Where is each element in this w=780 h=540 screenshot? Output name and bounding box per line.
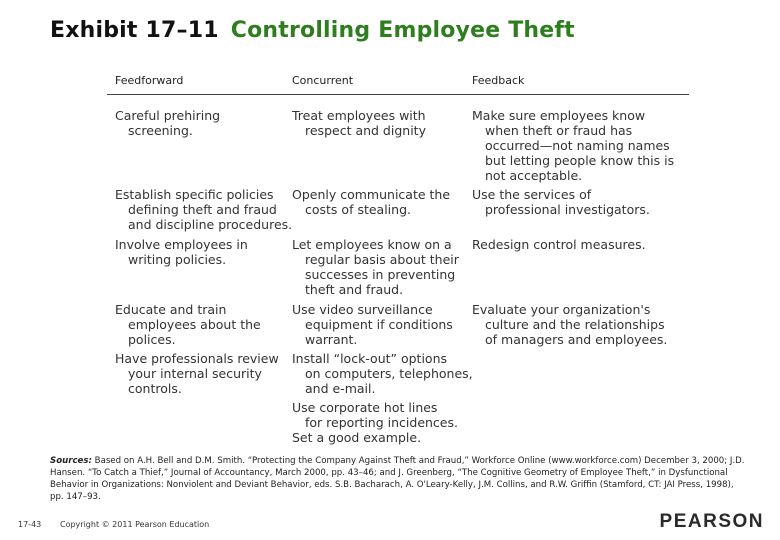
cell-line: your internal security	[128, 366, 262, 381]
exhibit-subtitle: Controlling Employee Theft	[230, 18, 575, 43]
table-row	[107, 302, 689, 351]
table-header	[107, 66, 689, 95]
cell-line: warrant.	[305, 332, 358, 347]
cell-line: Make sure employees know	[472, 108, 646, 123]
cell-concurrent	[292, 302, 468, 347]
cell-line: Let employees know on a	[292, 237, 452, 252]
cell-line: occurred—not naming names	[485, 138, 670, 153]
cell-line: for reporting incidences.	[305, 415, 458, 430]
cell-line: costs of stealing.	[305, 202, 411, 217]
cell-line: Openly communicate the	[292, 187, 451, 202]
cell-line: equipment if conditions	[305, 317, 453, 332]
cell-feedback	[472, 187, 687, 217]
header-feedforward: Feedforward	[115, 74, 184, 87]
cell-line: and discipline procedures.	[128, 217, 293, 232]
page-title	[50, 18, 575, 43]
cell-line: but letting people know this is	[485, 153, 675, 168]
cell-line: not acceptable.	[485, 168, 583, 183]
cell-feedback	[472, 302, 687, 347]
cell-concurrent	[292, 237, 468, 297]
copyright: Copyright © 2011 Pearson Education	[60, 520, 210, 529]
cell-concurrent	[292, 108, 468, 138]
cell-concurrent	[292, 400, 468, 430]
table-row	[107, 351, 689, 400]
cell-line: Use video surveillance	[292, 302, 433, 317]
cell-line: Careful prehiring	[115, 108, 221, 123]
cell-line: and e-mail.	[305, 381, 376, 396]
cell-line: Have professionals review	[115, 351, 279, 366]
cell-feedforward	[115, 351, 287, 396]
table-row	[107, 187, 689, 237]
cell-line: Involve employees in	[115, 237, 248, 252]
cell-line: Use the services of	[472, 187, 592, 202]
page-number: 17-43	[18, 520, 42, 529]
cell-line: when theft or fraud has	[485, 123, 633, 138]
cell-line: regular basis about their	[305, 252, 459, 267]
cell-line: Redesign control measures.	[472, 237, 646, 252]
cell-line: screening.	[128, 123, 193, 138]
cell-concurrent	[292, 351, 473, 396]
cell-line: employees about the	[128, 317, 261, 332]
cell-feedforward	[115, 108, 287, 138]
cell-line: defining theft and fraud	[128, 202, 277, 217]
cell-line: of managers and employees.	[485, 332, 668, 347]
cell-feedforward	[115, 237, 287, 267]
cell-line: Install “lock-out” options	[292, 351, 448, 366]
sources-note	[50, 455, 750, 503]
cell-line: on computers, telephones,	[305, 366, 473, 381]
table-row	[107, 400, 689, 430]
cell-line: Evaluate your organization's	[472, 302, 651, 317]
cell-line: Use corporate hot lines	[292, 400, 438, 415]
cell-line: polices.	[128, 332, 176, 347]
pearson-logo: PEARSON	[659, 511, 764, 532]
cell-concurrent	[292, 187, 468, 217]
sources-label: Sources:	[50, 456, 92, 466]
cell-line: successes in preventing	[305, 267, 456, 282]
cell-feedforward	[115, 187, 293, 232]
footer	[0, 511, 780, 540]
cell-feedforward	[115, 302, 287, 347]
cell-line: Treat employees with	[292, 108, 426, 123]
header-feedback: Feedback	[472, 74, 525, 87]
cell-concurrent	[292, 430, 468, 445]
controls-table	[107, 66, 689, 445]
cell-feedback	[472, 237, 687, 252]
cell-line: respect and dignity	[305, 123, 426, 138]
cell-line: Educate and train	[115, 302, 227, 317]
table-row	[107, 430, 689, 450]
sources-text: Based on A.H. Bell and D.M. Smith. “Protecting the Company Against Theft and Fraud,” Workforce Online (www.workforce.com) December 3, 2000; J.D. Hansen. “To Catch a Thief,” Journal of Accountancy, March 2000, pp. 43–46; and J. Greenberg, “The Cognitive Geometry of Employee Theft,” in Dysfunctional Behavior in Organizations: Nonviolent and Deviant Behavior, eds. S.B. Bacharach, A. O'Leary-Kelly, J.M. Collins, and R.W. Griffin (Stamford, CT: JAI Press, 1998), pp. 147–93.	[50, 456, 745, 502]
table-row	[107, 237, 689, 302]
table-row	[107, 108, 689, 187]
cell-line: Set a good example.	[292, 430, 422, 445]
cell-line: Establish specific policies	[115, 187, 274, 202]
cell-line: professional investigators.	[485, 202, 650, 217]
header-concurrent: Concurrent	[292, 74, 354, 87]
cell-line: culture and the relationships	[485, 317, 665, 332]
exhibit-number: Exhibit 17–11	[50, 18, 219, 43]
cell-line: controls.	[128, 381, 182, 396]
cell-line: writing policies.	[128, 252, 227, 267]
cell-feedback	[472, 108, 687, 183]
cell-line: theft and fraud.	[305, 282, 404, 297]
